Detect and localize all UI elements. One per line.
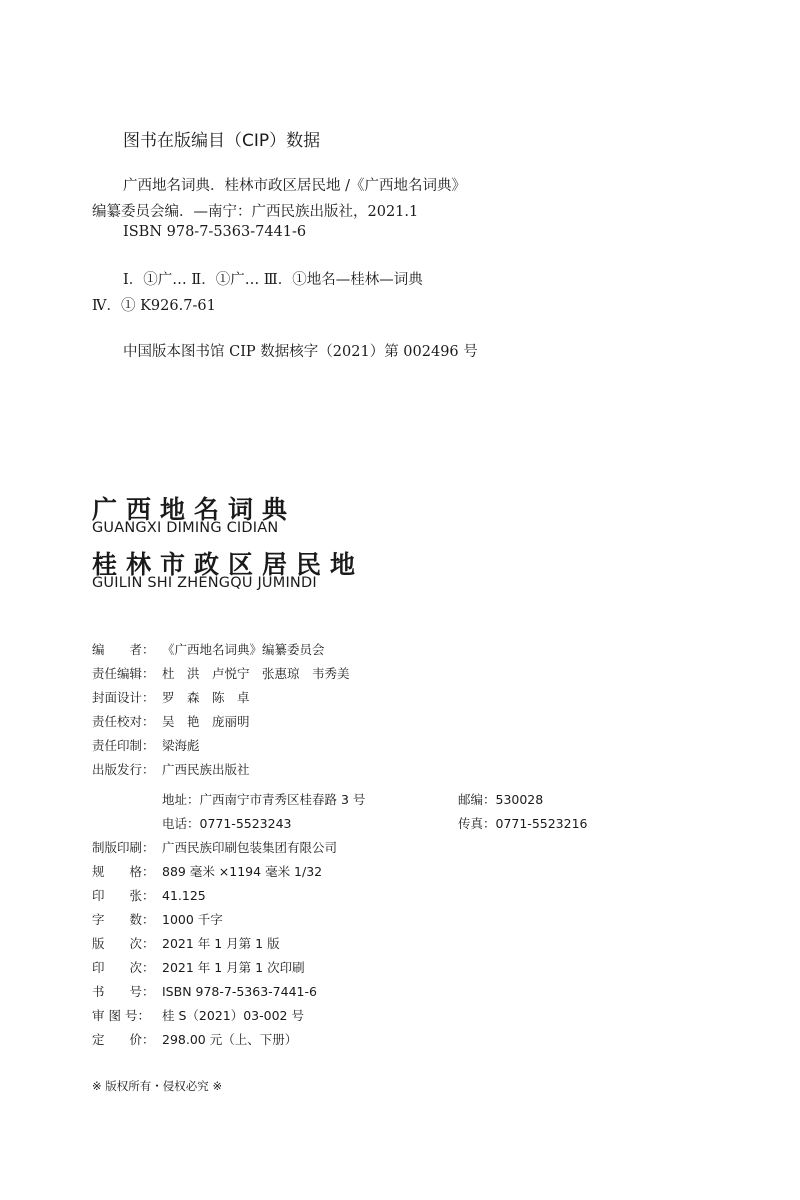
info-impression — [92, 958, 305, 976]
info-value: 1000 千字 — [162, 912, 223, 927]
info-label: 责任印制： — [92, 738, 155, 753]
cip-record-number: 中国版本图书馆 CIP 数据核字（2021）第 002496 号 — [123, 344, 478, 360]
info-value: 广西民族印刷包装集团有限公司 — [162, 840, 338, 855]
info-label: 规 格： — [92, 864, 155, 879]
info-label: 制版印刷： — [92, 840, 155, 855]
info-value: 罗 森 陈 卓 — [162, 690, 250, 705]
info-value: 吴 艳 庞丽明 — [162, 714, 250, 729]
publisher-address: 地址：广西南宁市青秀区桂春路 3 号 — [162, 792, 366, 807]
info-print-responsible — [92, 736, 200, 754]
cip-classification-line: Ⅰ．①广… Ⅱ．①广… Ⅲ．①地名—桂林—词典 — [123, 272, 423, 288]
sub-title: 桂林市政区居民地 — [92, 550, 365, 579]
info-label: 封面设计： — [92, 690, 155, 705]
info-value: 广西民族出版社 — [162, 762, 250, 777]
info-label: 印 张： — [92, 888, 155, 903]
info-label: 版 次： — [92, 936, 155, 951]
sub-title-pinyin: GUILIN SHI ZHENGQU JUMINDI — [92, 575, 317, 591]
info-printing — [92, 838, 337, 856]
info-label: 审 图 号： — [92, 1008, 150, 1023]
info-value: 889 毫米 ×1194 毫米 1/32 — [162, 864, 323, 879]
publisher-postcode: 邮编：530028 — [458, 792, 544, 807]
info-responsible-editor — [92, 664, 350, 682]
info-price — [92, 1030, 297, 1048]
main-title: 广西地名词典 — [92, 495, 297, 524]
info-value: 2021 年 1 月第 1 版 — [162, 936, 280, 951]
info-value: ISBN 978-7-5363-7441-6 — [162, 984, 317, 999]
info-value: 杜 洪 卢悦宁 张惠琼 韦秀美 — [162, 666, 350, 681]
info-sheets — [92, 886, 206, 904]
cip-line-1: 广西地名词典．桂林市政区居民地 /《广西地名词典》 — [123, 178, 466, 194]
cip-line-2: 编纂委员会编．—南宁：广西民族出版社，2021.1 — [92, 204, 419, 220]
info-value: 2021 年 1 月第 1 次印刷 — [162, 960, 305, 975]
info-value: 《广西地名词典》编纂委员会 — [162, 642, 325, 657]
cip-heading: 图书在版编目（CIP）数据 — [123, 131, 321, 151]
copyright-notice: ※ 版权所有・侵权必究 ※ — [92, 1079, 223, 1093]
info-format — [92, 862, 322, 880]
info-label: 责任校对： — [92, 714, 155, 729]
cip-classification-line-2: Ⅳ．① K926.7-61 — [92, 298, 216, 314]
info-word-count — [92, 910, 223, 928]
info-publisher — [92, 760, 250, 778]
info-label: 责任编辑： — [92, 666, 155, 681]
main-title-pinyin: GUANGXI DIMING CIDIAN — [92, 520, 279, 536]
info-label: 字 数： — [92, 912, 155, 927]
info-label: 出版发行： — [92, 762, 155, 777]
info-proofreading — [92, 712, 250, 730]
info-value: 桂 S（2021）03-002 号 — [162, 1008, 304, 1023]
info-isbn — [92, 982, 317, 1000]
info-editor — [92, 640, 325, 658]
info-label: 书 号： — [92, 984, 155, 999]
info-map-review-number — [92, 1006, 304, 1024]
cip-isbn-line: ISBN 978-7-5363-7441-6 — [123, 224, 307, 240]
info-value: 梁海彪 — [162, 738, 200, 753]
info-value: 298.00 元（上、下册） — [162, 1032, 298, 1047]
info-label: 编 者： — [92, 642, 155, 657]
info-edition — [92, 934, 280, 952]
publisher-phone: 电话：0771-5523243 — [162, 816, 292, 831]
info-cover-design — [92, 688, 250, 706]
publisher-fax: 传真：0771-5523216 — [458, 816, 588, 831]
info-label: 定 价： — [92, 1032, 155, 1047]
info-label: 印 次： — [92, 960, 155, 975]
info-value: 41.125 — [162, 888, 206, 903]
